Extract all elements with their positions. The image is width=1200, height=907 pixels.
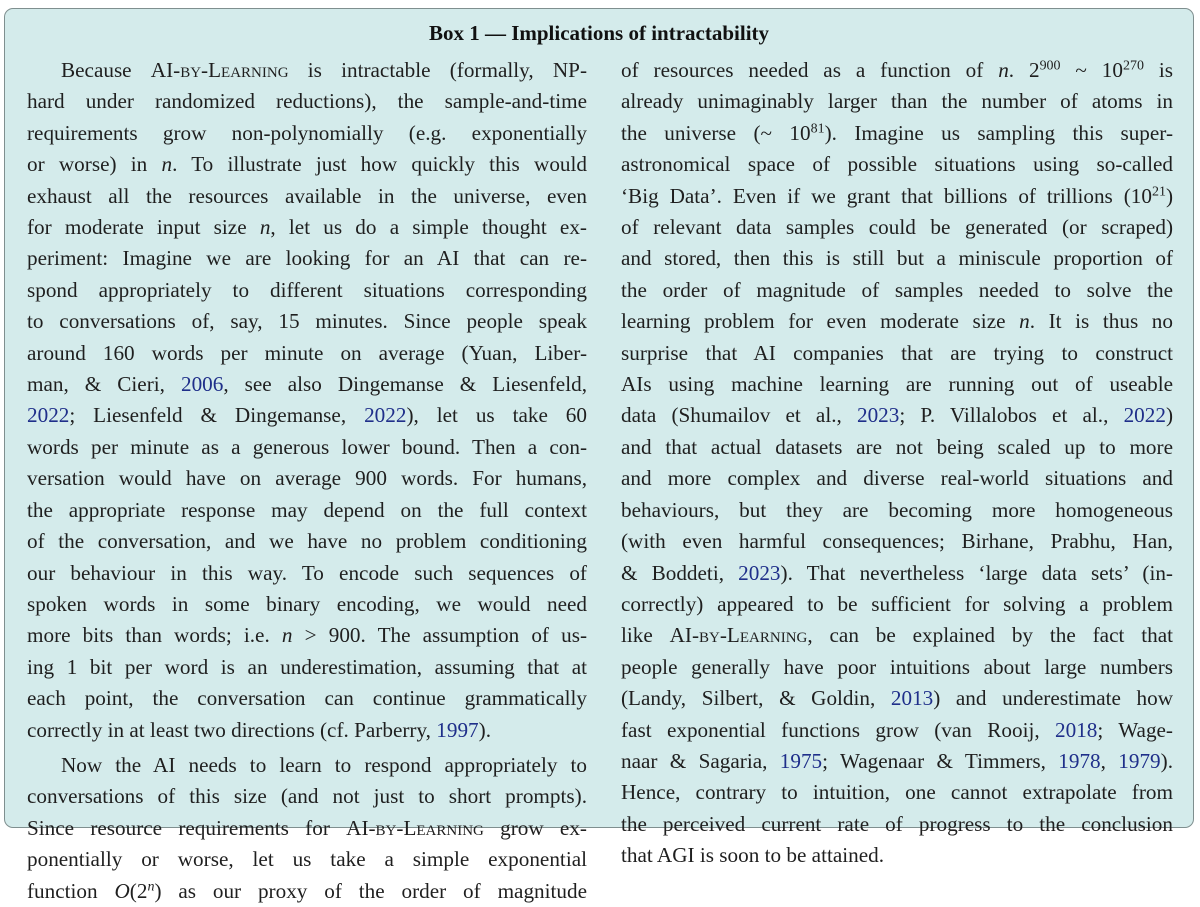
text-line: Since resource requirements for AI-by-Learning grow ex-: [27, 815, 587, 840]
text-line: data (Shumailov et al., 2023; P. Villalobos et al., 2022): [621, 403, 1173, 428]
text-line: naar & Sagaria, 1975; Wagenaar & Timmers, 1978, 1979).: [621, 748, 1173, 773]
text-line: and more complex and diverse real-world situations and: [621, 466, 1173, 491]
text-line: AIs using machine learning are running out of useable: [621, 372, 1173, 397]
text-line: versation would have on average 900 words. For humans,: [27, 466, 587, 491]
text-line: (Landy, Silbert, & Goldin, 2013) and underestimate how: [621, 686, 1174, 711]
text-line: of resources needed as a function of n. $2^{900}$ ~ $10^{270}$ is: [621, 58, 1173, 82]
text-line: spoken words in some binary encoding, we would need: [27, 591, 587, 616]
text-line: around 160 words per minute on average (Yuan, Liber-: [27, 340, 587, 365]
text-line: & Boddeti, 2023). That nevertheless ‘large data sets’ (in-: [621, 560, 1173, 585]
text-line: periment: Imagine we are looking for an AI that can re-: [27, 246, 587, 271]
text-line: 2022; Liesenfeld & Dingemanse, 2022), let us take 60: [27, 403, 587, 428]
text-line: Now the AI needs to learn to respond appropriately to: [61, 752, 587, 777]
text-line: ing 1 bit per word is an underestimation, assuming that at: [27, 654, 587, 679]
text-line: behaviours, but they are becoming more homogeneous: [621, 497, 1173, 522]
text-line: astronomical space of possible situations using so-called: [621, 152, 1173, 177]
paragraph-1: [27, 55, 587, 746]
text-line: for moderate input size n, let us do a simple thought ex-: [27, 215, 587, 240]
text-line: more bits than words; i.e. n > 900. The assumption of us-: [27, 623, 588, 648]
text-line: exhaust all the resources available in the universe, even: [27, 183, 587, 208]
text-line: conversations of this size (and not just to short prompts).: [27, 784, 587, 809]
text-line: requirements grow non-polynomially (e.g. exponentially: [27, 120, 587, 145]
box-title: Box 1 — Implications of intractability: [428, 21, 770, 45]
text-line: ‘Big Data’. Even if we grant that billions of trillions $(10^{21})$: [621, 183, 1173, 208]
text-line: function O(2$^n$) as our proxy of the order of magnitude: [27, 878, 587, 903]
text-line: correctly) appeared to be sufficient for solving a problem: [621, 591, 1173, 616]
text-line: Because AI-by-Learning is intractable (formally, NP-: [61, 58, 587, 82]
text-line: man, & Cieri, 2006, see also Dingemanse & Liesenfeld,: [27, 372, 587, 397]
text-line: the order of magnitude of samples needed to solve the: [621, 277, 1173, 302]
text-line: like AI-by-Learning, can be explained by the fact that: [621, 623, 1173, 648]
text-line: Hence, contrary to intuition, one cannot extrapolate from: [621, 780, 1173, 805]
text-line: fast exponential functions grow (van Rooij, 2018; Wage-: [621, 717, 1173, 742]
text-line: surprise that AI companies that are trying to construct: [621, 340, 1173, 365]
text-line: the universe (~ $10^{81}$). Imagine us sampling this super-: [621, 120, 1173, 145]
text-line: of the conversation, and we have no problem conditioning: [27, 529, 587, 554]
text-line: our behaviour in this way. To encode such sequences of: [27, 560, 587, 585]
info-box: [4, 8, 1194, 903]
text-line: words per minute as a generous lower bound. Then a con-: [27, 434, 587, 459]
text-line: each point, the conversation can continue grammatically: [27, 686, 587, 711]
text-line: the perceived current rate of progress to the conclusion: [621, 811, 1173, 836]
text-line: hard under randomized reductions), the sample-and-time: [27, 89, 587, 114]
text-line: spond appropriately to different situations corresponding: [27, 277, 587, 302]
left-column: [27, 55, 587, 907]
text-line: people generally have poor intuitions about large numbers: [621, 654, 1173, 679]
text-line: or worse) in n. To illustrate just how quickly this would: [27, 152, 587, 177]
text-line: and that actual datasets are not being scaled up to more: [621, 434, 1173, 459]
text-line: the appropriate response may depend on the full context: [27, 497, 587, 522]
text-line: that AGI is soon to be attained.: [621, 843, 885, 868]
text-line: of relevant data samples could be generated (or scraped): [621, 215, 1173, 240]
text-line: ponentially or worse, let us take a simple exponential: [27, 847, 587, 872]
text-line: already unimaginably larger than the number of atoms in: [621, 89, 1173, 114]
text-line: and stored, then this is still but a miniscule proportion of: [621, 246, 1173, 271]
text-line: to conversations of, say, 15 minutes. Since people speak: [27, 309, 587, 334]
text-line: correctly in at least two directions (cf. Parberry, 1997).: [27, 717, 491, 742]
text-line: learning problem for even moderate size n. It is thus no: [621, 309, 1173, 334]
text-line: (with even harmful consequences; Birhane, Prabhu, Han,: [621, 529, 1173, 554]
paragraph-2: [27, 750, 587, 907]
right-column: [621, 55, 1173, 872]
